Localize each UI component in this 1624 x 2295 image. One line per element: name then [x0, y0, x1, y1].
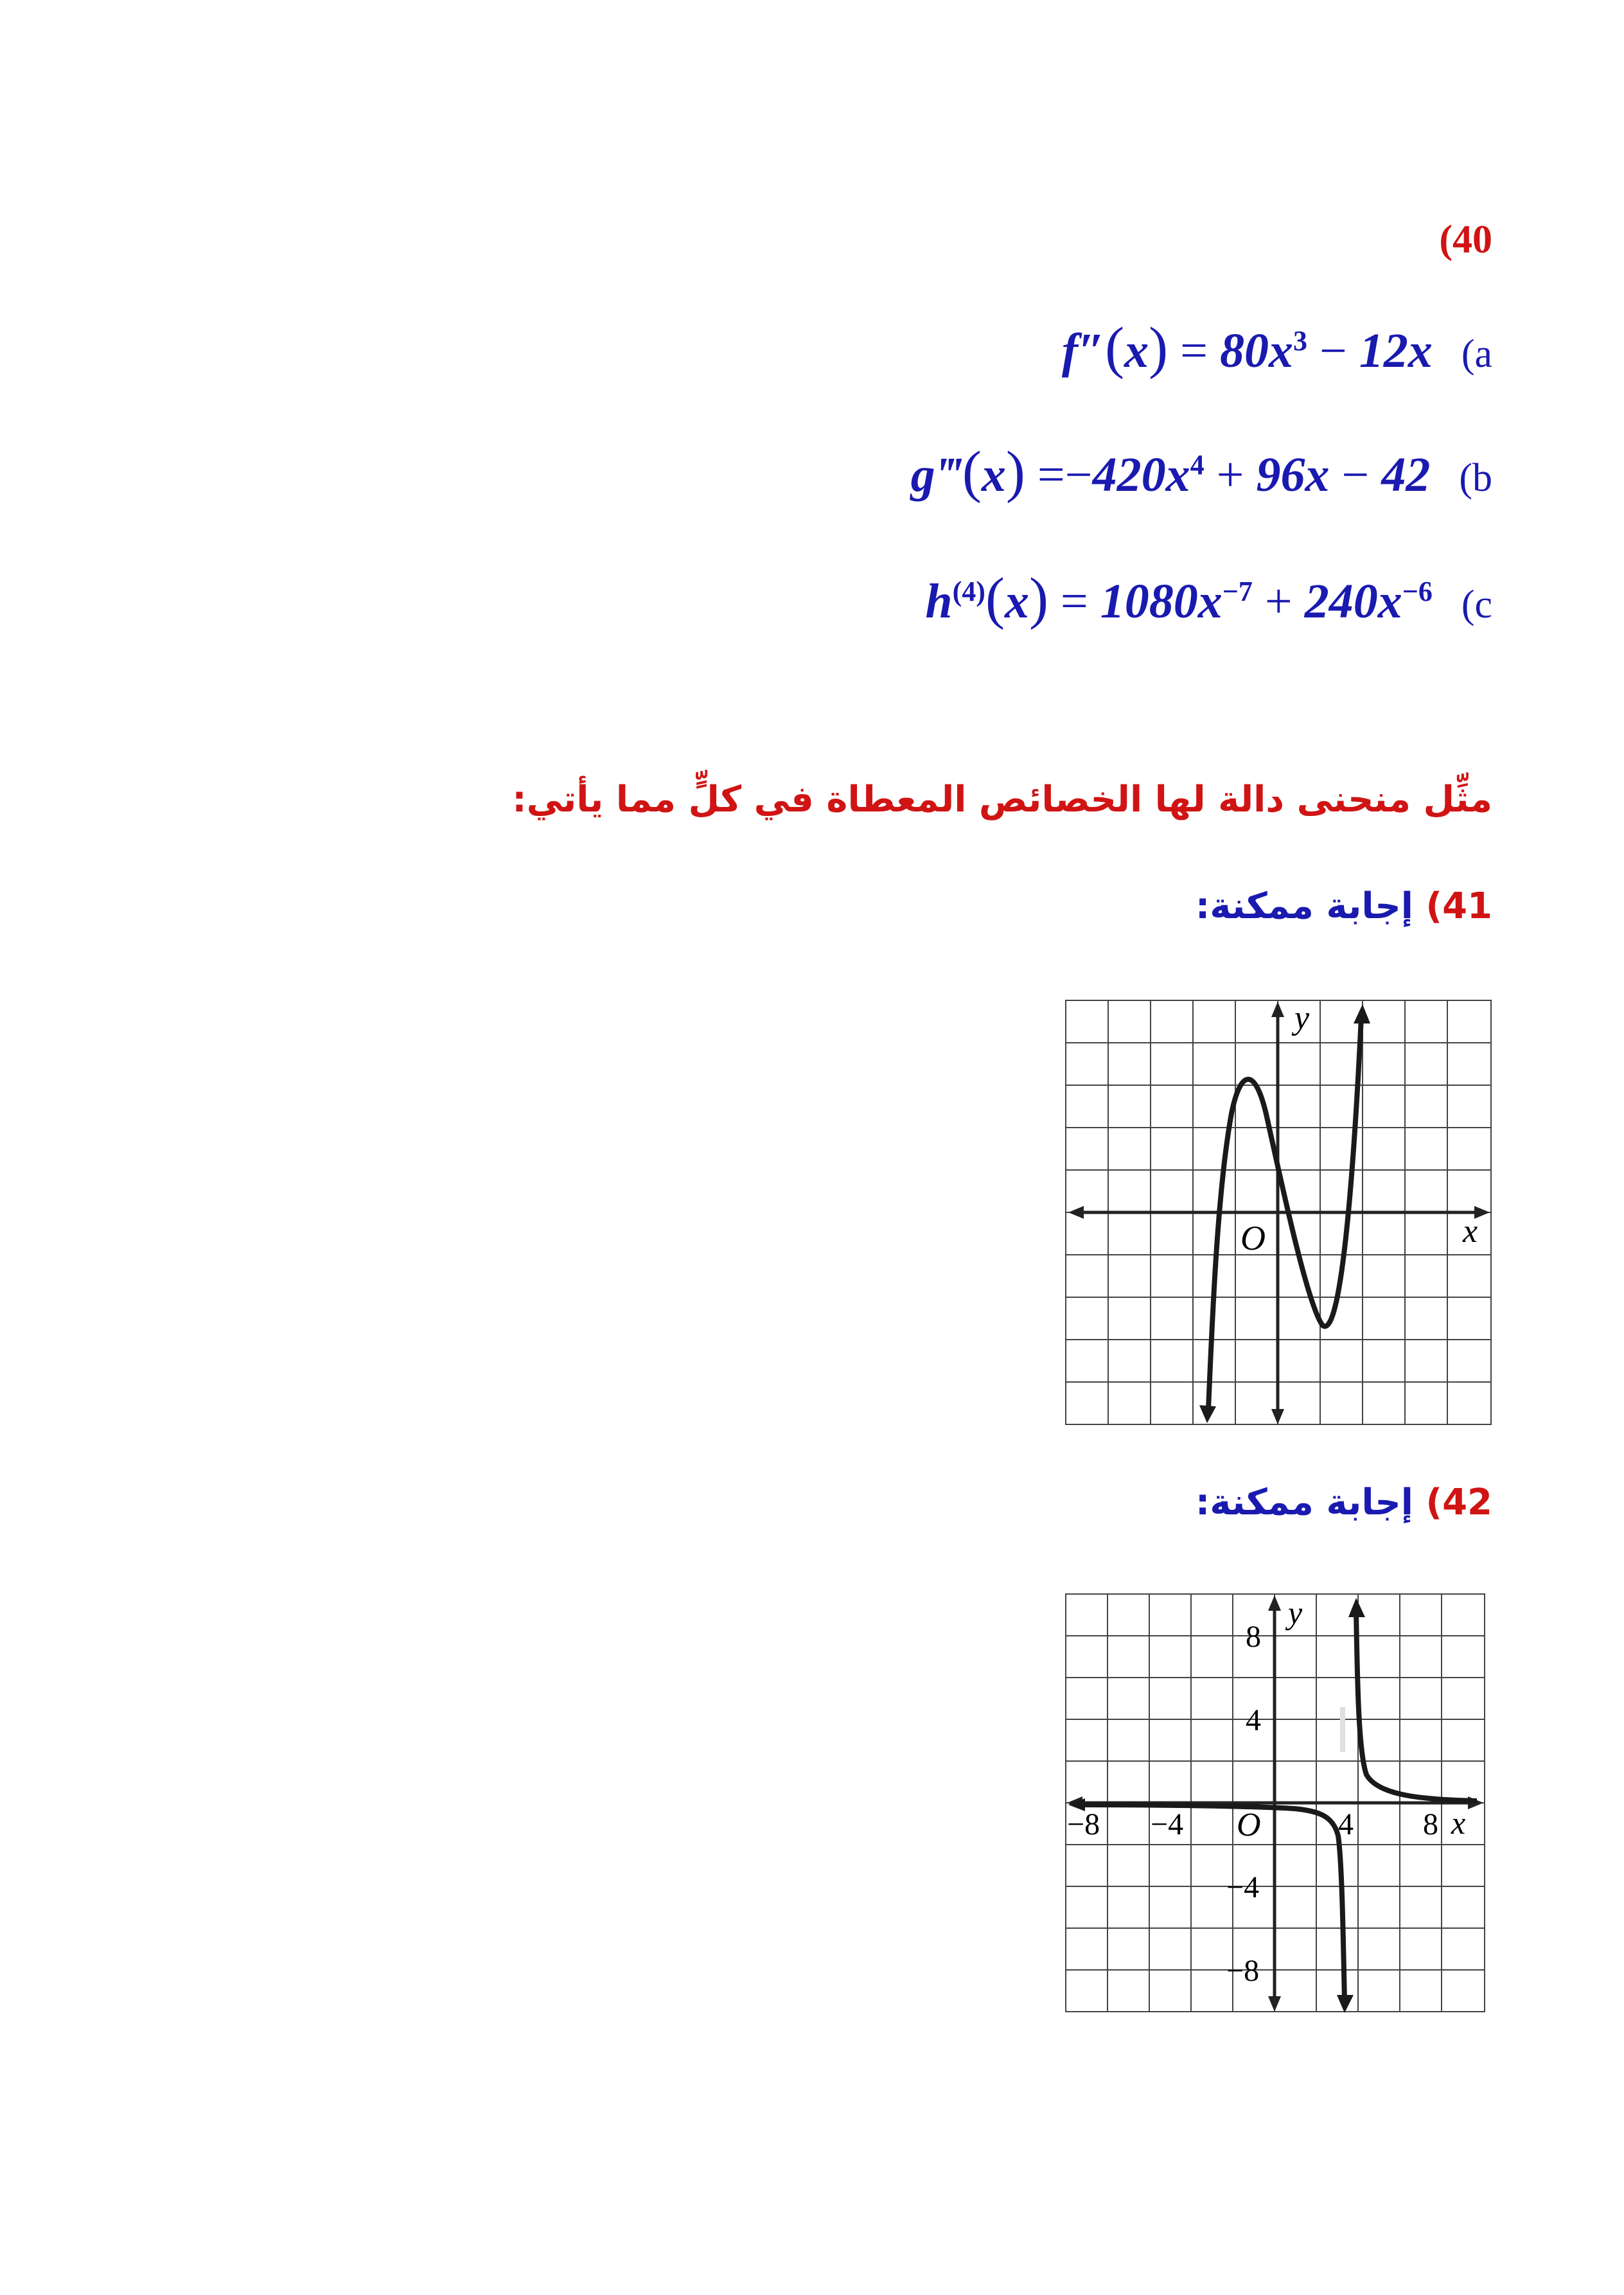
eq-c-coef1: 1080 [1100, 574, 1198, 628]
question-41-number: 41) [1425, 885, 1492, 927]
section-title: مثِّل منحنى دالة لها الخصائص المعطاة في كلٍّ مما يأتي: [512, 779, 1492, 820]
eq-b-term3: 42 [1381, 448, 1431, 502]
eq-b-primes: ‴ [935, 448, 962, 502]
graph-41-x-label: x [1463, 1213, 1478, 1250]
graph-42-ytick--8: −8 [1226, 1954, 1260, 1988]
question-42-number: 42) [1425, 1482, 1492, 1523]
eq-a-coef1: 80 [1219, 324, 1269, 378]
eq-c-label: (c [1461, 583, 1492, 626]
eq-a-term2: 12x [1359, 324, 1433, 378]
equation-a: $f''(x) = 80x^3 - 12x$ (a [1061, 316, 1492, 380]
question-41-heading [1196, 885, 1492, 927]
eq-a-var: x [1124, 324, 1149, 378]
eq-c-fn: h [925, 574, 953, 628]
eq-c-var: x [1004, 574, 1029, 628]
graph-42-left-branch-arrow [1337, 1995, 1354, 2013]
graph-41-arrow-down [1199, 1405, 1216, 1423]
eq-b-neg: − [1064, 448, 1093, 502]
eq-c-coef2: 240 [1304, 574, 1378, 628]
eq-b-var: x [981, 448, 1006, 502]
graph-41-axes [1068, 1002, 1490, 1424]
question-41-text: إجابة ممكنة: [1195, 885, 1426, 927]
graph-42-ytick--4: −4 [1226, 1870, 1260, 1904]
graph-41-arrow-up [1354, 1004, 1370, 1023]
eq-b-label: (b [1459, 456, 1492, 500]
graph-42-xtick-8: 8 [1423, 1807, 1438, 1841]
graph-42-xtick-4: 4 [1338, 1807, 1354, 1841]
graph-42-origin-label: O [1237, 1807, 1261, 1843]
graph-42-asymptote-shade [1340, 1707, 1345, 1752]
eq-b-exp1: 4 [1190, 449, 1205, 481]
eq-a-label: (a [1461, 332, 1492, 376]
graph-42-right-branch [1356, 1611, 1477, 1801]
eq-c-op: + [1264, 574, 1293, 628]
graph-42-xtick--4: −4 [1151, 1807, 1184, 1841]
eq-a-op: − [1319, 324, 1347, 378]
question-42-heading [1196, 1482, 1492, 1523]
eq-a-exp1: 3 [1293, 325, 1307, 357]
eq-b-term2: 96x [1256, 448, 1330, 502]
graph-41-origin-label: O [1240, 1219, 1266, 1257]
eq-b-op2: − [1341, 448, 1370, 502]
eq-b-coef1: 420 [1092, 448, 1166, 502]
eq-b-fn: g [910, 448, 935, 502]
eq-a-primes: ″ [1078, 324, 1106, 378]
graph-42-x-label: x [1451, 1805, 1466, 1841]
graph-42-xtick--8: −8 [1067, 1807, 1100, 1841]
graph-42-ytick-4: 4 [1246, 1703, 1261, 1737]
eq-a-fn: f [1061, 324, 1079, 378]
eq-b-op1: + [1216, 448, 1244, 502]
eq-c-exp1: −7 [1222, 576, 1253, 607]
graph-42-ytick-8: 8 [1246, 1620, 1261, 1654]
question-40-number: (40 [1439, 218, 1492, 261]
graph-42-y-label: y [1288, 1595, 1303, 1631]
graph-42 [1063, 1591, 1500, 2019]
graph-42-right-branch-arrow [1348, 1598, 1365, 1617]
question-42-text: إجابة ممكنة: [1195, 1482, 1426, 1523]
eq-c-exp2: −6 [1402, 576, 1433, 607]
equation-c: $h^{(4)}(x) = 1080x^{-7} + 240x^{-6}$ (c [925, 567, 1492, 630]
graph-42-left-branch [1077, 1805, 1345, 2003]
graph-41-y-label: y [1294, 1000, 1310, 1036]
eq-c-sup: (4) [952, 576, 985, 607]
equation-b: g‴(x) $=-420x^4 + 96x - 42$ (b [910, 440, 1492, 504]
graph-41 [1063, 998, 1500, 1431]
